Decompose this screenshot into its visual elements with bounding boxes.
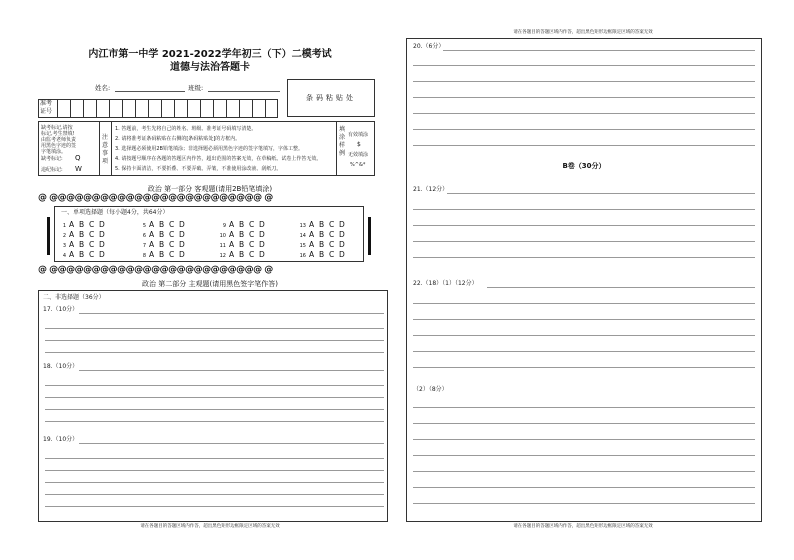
notice-item-2: 2. 请将准考证条码粘贴在右侧的[条码粘贴处]的方框内。 — [115, 136, 241, 142]
right-answer-panel[interactable] — [406, 38, 762, 522]
q22-label: 22.（18）（1）（12分） — [413, 280, 478, 287]
notice-item-1: 1. 答题前，考生先将自己的姓名、班级、准考证号码填写清楚。 — [115, 126, 257, 132]
fill-wrong-label: 无效填涂 — [348, 152, 369, 158]
choice-row[interactable]: 6 A B C D — [142, 230, 185, 239]
notice-heading: 注意事项 — [102, 134, 109, 165]
choice-panel[interactable] — [54, 206, 364, 262]
timing-marks-top: @ @@@@@@@@@@@@@@@@@@@@@@@@@ @ — [38, 193, 273, 203]
q20-label: 20.（6分） — [413, 43, 445, 50]
choice-row[interactable]: 8 A B C D — [142, 250, 185, 259]
choice-row[interactable]: 12 A B C D — [219, 250, 265, 259]
footer-warning-left: 请在各题目的答题区域内作答，超出黑色矩形边框限定区域的答案无效 — [140, 524, 280, 529]
partB-heading: B卷（30分） — [562, 162, 606, 170]
name-label: 姓名: — [95, 84, 111, 92]
exam-number-grid[interactable] — [38, 99, 278, 118]
fill-correct-mark: $ — [357, 141, 361, 148]
choice-row[interactable]: 11 A B C D — [219, 240, 265, 249]
notice-item-5: 5. 保持卡面清洁，不要折叠、不要弄破、弄皱，不准使用涂改液、刮纸刀。 — [115, 166, 282, 172]
choice-row[interactable]: 14 A B C D — [299, 230, 345, 239]
missing-note-text: 缺考标记,请按标记,考生禁填!由监考老师负责用黑色字迹的签字笔填涂。 — [41, 125, 77, 155]
missing-mark-box[interactable]: Q — [75, 154, 81, 162]
footer-warning-right: 请在各题目的答题区域内作答，超出黑色矩形边框限定区域的答案无效 — [513, 524, 653, 529]
exam-no-label-1: 准考 — [40, 100, 53, 107]
barcode-area: 条码粘贴处 — [287, 79, 375, 117]
notice-item-3: 3. 选择题必须使用2B铅笔填涂；非选择题必须用黑色字迹的签字笔填写，字体工整。 — [115, 146, 303, 152]
notice-item-4: 4. 请按题号顺序在各题的答题区内作答，超出范围的答案无效，在草稿纸、试卷上作答无效。 — [115, 156, 322, 162]
cheat-mark-box: W — [75, 165, 82, 173]
class-label: 班级: — [188, 84, 204, 92]
cheat-mark-label: 违纪标记: — [41, 167, 63, 173]
card-title: 道德与法治答题卡 — [170, 62, 250, 73]
name-field[interactable] — [115, 91, 185, 92]
timing-marks-bottom: @ @@@@@@@@@@@@@@@@@@@@@@@@@ @ — [38, 265, 273, 275]
choice-row[interactable]: 15 A B C D — [299, 240, 345, 249]
subjective-panel[interactable] — [38, 290, 388, 522]
missing-mark-label: 缺考标记: — [41, 156, 63, 162]
choice-row[interactable]: 4 A B C D — [62, 250, 105, 259]
subjective-section-label: 二、非选择题（36分） — [43, 294, 105, 301]
q18-label: 18.（10分） — [43, 363, 79, 370]
choice-section-label: 一、单项选择题（每小题4分，共64分） — [61, 209, 169, 216]
notes-panel — [38, 121, 375, 176]
exam-no-label-2: 证号 — [40, 108, 53, 115]
fill-correct-label: 有效填涂 — [348, 132, 369, 138]
exam-title: 内江市第一中学 2021-2022学年初三（下）二模考试 — [88, 49, 332, 60]
q19-label: 19.（10分） — [43, 436, 79, 443]
choice-row[interactable]: 9 A B C D — [222, 220, 265, 229]
choice-row[interactable]: 5 A B C D — [142, 220, 185, 229]
part1-title: 政治 第一部分 客观题(请用2B铅笔填涂) — [147, 185, 273, 193]
choice-row[interactable]: 1 A B C D — [62, 220, 105, 229]
part2-title: 政治 第二部分 主观题(请用黑色签字笔作答) — [142, 280, 278, 288]
class-field[interactable] — [208, 91, 280, 92]
choice-row[interactable]: 16 A B C D — [299, 250, 345, 259]
header-warning-right: 请在各题目的答题区域内作答，超出黑色矩形边框限定区域的答案无效 — [513, 30, 653, 35]
choice-row[interactable]: 10 A B C D — [219, 230, 265, 239]
q17-label: 17.（10分） — [43, 306, 79, 313]
choice-row[interactable]: 2 A B C D — [62, 230, 105, 239]
choice-row[interactable]: 3 A B C D — [62, 240, 105, 249]
fill-wrong-marks: %^&* — [350, 162, 366, 168]
choice-row[interactable]: 13 A B C D — [299, 220, 345, 229]
fill-example-heading: 填涂样例 — [339, 126, 346, 157]
q22-2-label: （2）（8分） — [413, 386, 448, 393]
q21-label: 21.（12分） — [413, 186, 449, 193]
choice-row[interactable]: 7 A B C D — [142, 240, 185, 249]
